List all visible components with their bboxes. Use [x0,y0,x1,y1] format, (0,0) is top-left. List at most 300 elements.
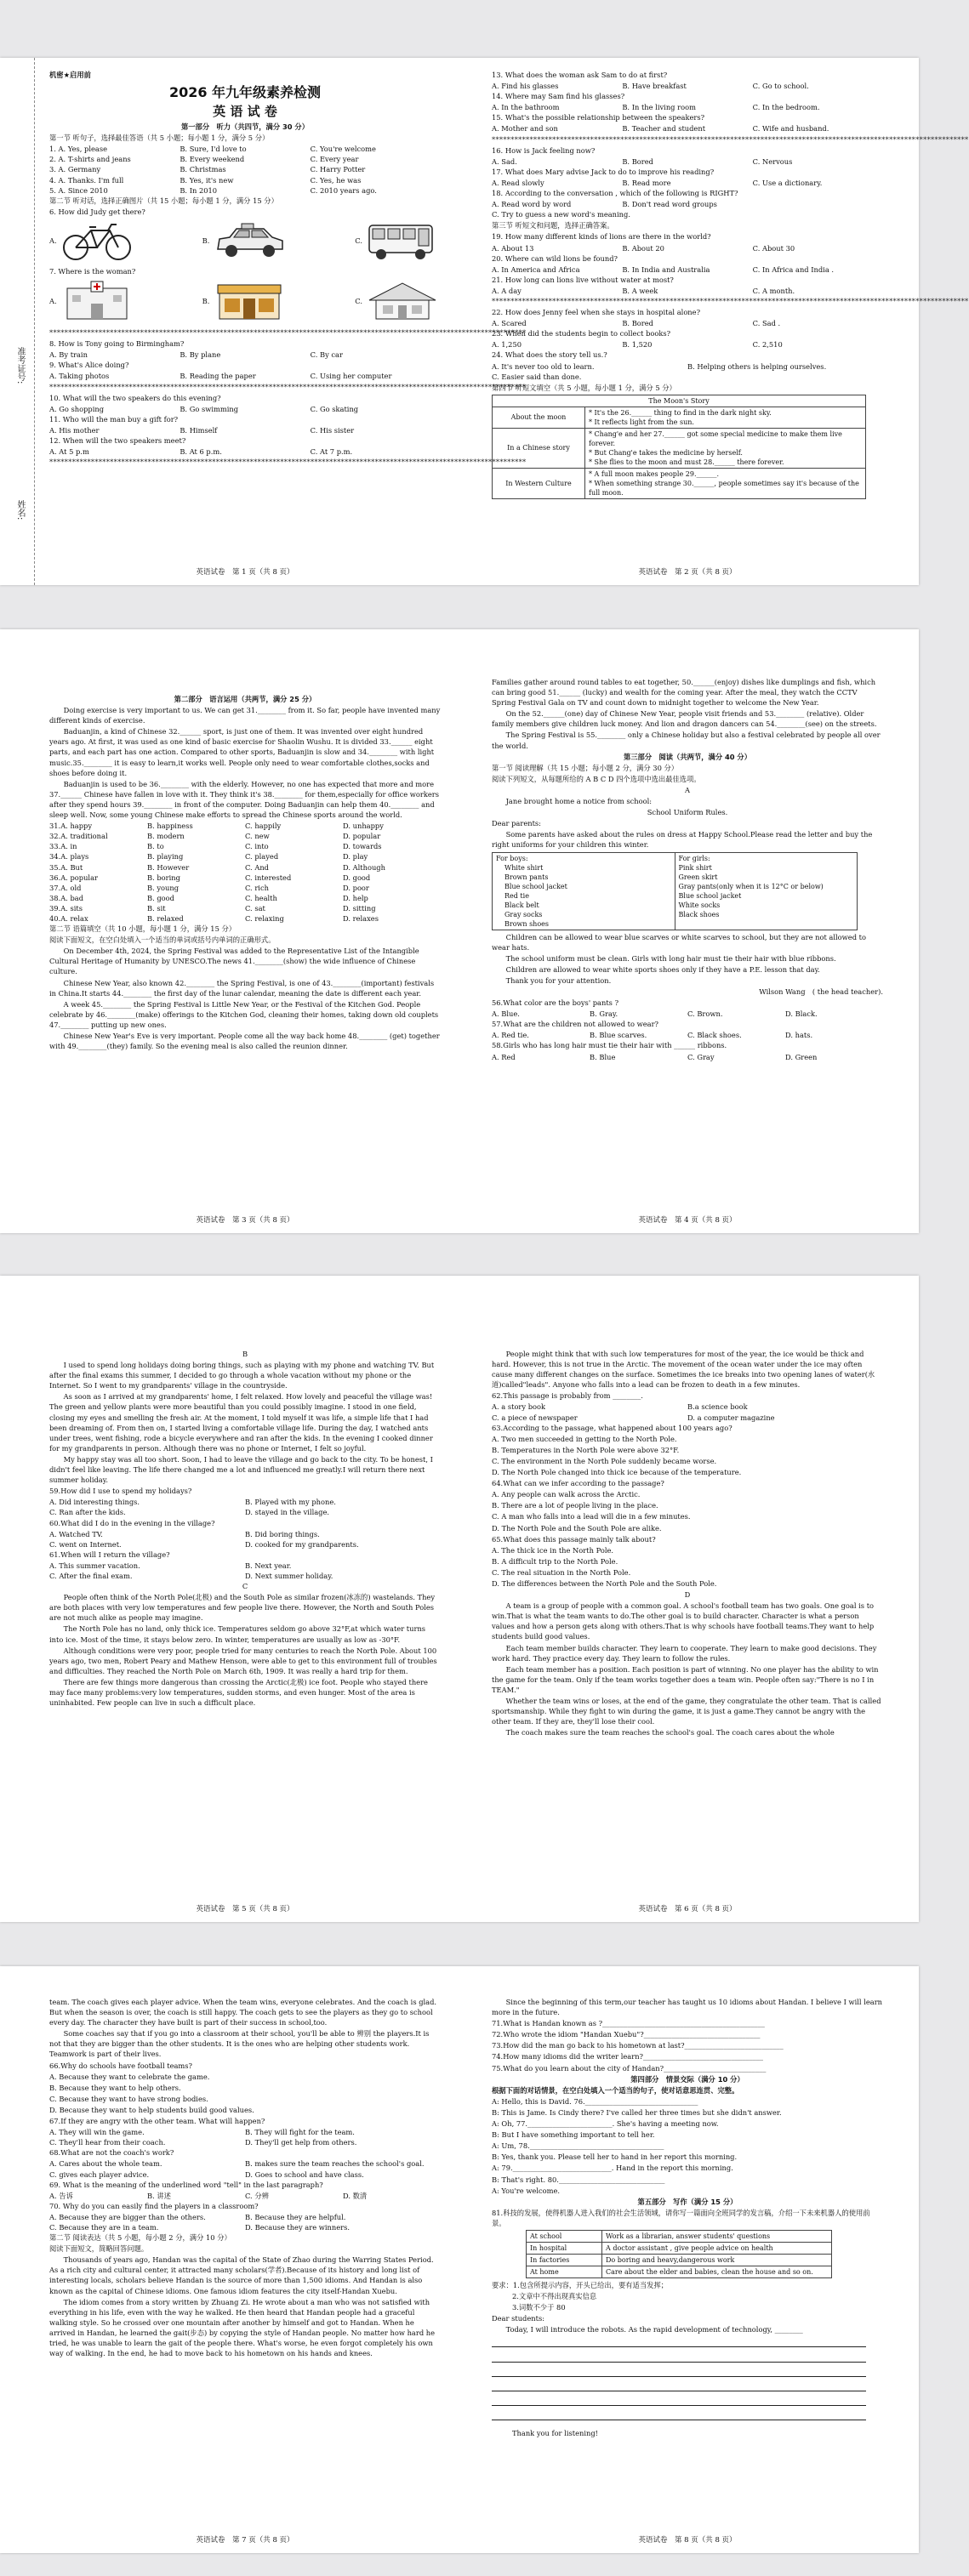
page-footer: 英语试卷 第 7 页（共 8 页） [196,2536,294,2545]
option: D. sitting [343,903,376,913]
question: 18. According to the conversation , which of the following is RIGHT? [492,189,738,198]
paragraph: My happy stay was all too short. Soon, I had to leave the village and go back to the city. To be honest, I didn't feel like leaving. The life there changed me a lot and influenced me greatly.I will return there next summer holiday. [49,1454,433,1485]
dialogue-line: B: But I have something important to tell her. [492,2130,655,2140]
list-item: Gray socks [504,910,543,918]
dialogue-line: A: Oh, 77.________________________. She's having a meeting now. [492,2119,719,2129]
option: B. They will fight for the team. [245,2128,355,2137]
sheet-2 [0,629,919,1233]
answer-lines [492,2335,883,2423]
option: B. In 2010 [180,185,218,195]
option: A. a story book [492,1402,546,1412]
question: 58.Girls who has long hair must tie their hair with ______ ribbons. [492,1041,727,1050]
sec1-instr: 第一节 阅读理解（共 15 小题；每小题 2 分，满分 30 分） [492,763,679,772]
option: C. The real situation in the North Pole. [492,1567,631,1577]
divider: ****************************************************************************************************************************** [492,134,969,144]
question: 69. What is the meaning of the underlined word "tell" in the last paragraph? [49,2180,323,2189]
requirement: 要求：1.包含所提示内容，开头已给出，要有适当发挥； [492,2280,669,2289]
question: 63.According to the passage, what happened about 100 years ago? [492,1423,732,1432]
page-footer: 英语试卷 第 8 页（共 8 页） [638,2536,737,2545]
table-row [493,407,866,428]
option: A. Red [492,1052,516,1061]
option: C. Black shoes. [687,1031,742,1040]
table-cell: A doctor assistant , give people advice on health [602,2242,832,2254]
option: D. cooked for my grandparents. [245,1539,359,1549]
paragraph: Some coaches say that if you go into a classroom at their school, you'll be able to 辨别 the players.It is not that they are bigger than the other students. It is the ones who are helping other students work. Teamwork is part of their lives. [49,2029,430,2059]
option: B. Gray. [590,1009,618,1019]
sec3-instr: 第三节 听短文和问题，选择正确答案。 [492,221,614,230]
option: A. Find his glasses [492,82,559,91]
table-row [493,428,866,468]
sheet-3 [0,1276,919,1922]
option: C. happily [245,822,282,831]
list-item: White socks [678,901,721,909]
table-cell: Work as a librarian, answer students' questions [602,2230,832,2242]
answer-line[interactable] [492,2365,866,2377]
option: A. Watched TV. [49,1529,103,1538]
option: C. rich [245,883,269,892]
hospital-icon [59,280,135,322]
closing: Thank you for listening! [512,2429,598,2437]
picture-option-c [355,280,441,322]
option: B. 讲述 [147,2191,171,2200]
q6-pictures [49,220,441,261]
option: D. Although [343,862,385,872]
list-item: Green skirt [678,873,718,881]
part5-header: 第五部分 写作（满分 15 分） [637,2197,738,2206]
picture-option-b [202,220,288,261]
option: B. sit [147,903,166,913]
part1-header: 第一部分 听力（共四节，满分 30 分） [180,122,310,132]
page-7 [49,1997,441,2359]
option: D. unhappy [343,822,384,831]
row-item: * Chang'e and her 27.______ got some special medicine to make them live forever. [589,429,842,447]
option: C. Use a dictionary. [752,178,823,187]
option: B. At 6 p.m. [180,447,222,457]
part4-header: 第四部分 情景交际（满分 10 分） [630,2074,744,2084]
option: A. In America and Africa [492,264,580,274]
option: C. into [245,842,269,851]
question: 14. Where may Sam find his glasses? [492,92,625,101]
part2-header: 第二部分 语言运用（共两节，满分 25 分） [174,695,316,703]
column-head: For boys: [496,854,528,862]
option: C. gives each player advice. [49,2169,150,2179]
option: B. Helping others is helping ourselves. [687,361,827,371]
paragraph: The coach makes sure the team reaches the school's goal. The coach cares about the whole [505,1728,835,1737]
list-item: Gray pants(only when it is 12°C or below) [678,882,824,890]
paragraph: Baduanjin, a kind of Chinese 32.______ sport, is just one of them. It was invented over eight hundred years ago. At first, it was used as one kind of basic exercise for Shaolin Wushu. It is divided 33.______ eight parts, and each part has one action. Compared to other sports, Baduanjin is slow and 34.________ with light music.35.________ it is easy to learn,it works well. People only need to wear comfortable clothes,socks and shoes before doing it. [49,727,435,777]
paragraph: People often think of the North Pole(北极) and the South Pole as similar frozen(冰冻的) wastelands. They are both places with very low temperatures and few people live there. However, the North and South Poles are not much alike as people may imagine. [49,1593,436,1623]
paragraph: On December 4th, 2024, the Spring Festival was added to the Representative List of the Intangible Cultural Heritage of Humanity by UNESCO.The news 41.________(show) the wide influence of Chinese culture. [49,947,419,976]
answer-line[interactable] [492,2335,866,2347]
page-3 [49,694,441,1052]
option: A. Go shopping [49,404,105,413]
picture-option-b [202,280,288,322]
option: B. Temperatures in the North Pole were above 32°F. [492,1445,680,1454]
question: 13. What does the woman ask Sam to do at first? [492,71,668,79]
question: 15. What's the possible relationship between the speakers? [492,113,705,122]
option: B. About 20 [622,243,664,253]
option: 36.A. popular [49,873,98,882]
option: 32.A. traditional [49,832,108,841]
table-cell: Care about the elder and babies, clean the house and so on. [602,2266,832,2277]
question: 17. What does Mary advise Jack to do to improve his reading? [492,167,715,176]
option: D. a computer magazine [687,1413,775,1422]
picture-option-a [49,280,135,322]
option: B. Because they want to help others. [49,2083,181,2092]
option: B. Have breakfast [622,82,687,91]
option: 31.A. happy [49,822,93,831]
option: C. 分辨 [245,2191,269,2200]
paragraph: The Spring Festival is 55.________ only a Chinese holiday but also a festival celebrated by people all over the world. [492,731,881,750]
option: C. played [245,852,279,862]
column-head: For girls: [678,854,710,862]
list-item: Red tie [504,891,529,900]
question: 11. Who will the man buy a gift for? [49,414,179,424]
list-item: Brown pants [504,873,549,881]
option: B. Go swimming [180,404,239,413]
table-row [527,2254,832,2266]
name-label: 姓名: [15,500,25,520]
option: B. Did boring things. [245,1529,320,1538]
page-6 [492,1349,883,1738]
option: C. Because they want to have strong bodies. [49,2094,208,2103]
option: B. boring [147,873,180,882]
table-cell: At school [527,2230,602,2242]
option: A. Mother and son [492,124,558,134]
option: C. Every year [310,155,359,164]
option: D. help [343,893,368,902]
option: B. Blue scarves. [590,1031,647,1040]
exam-title: 2026 年九年级素养检测 [168,84,322,101]
option: B. 1,520 [622,340,653,350]
option: B. relaxed [147,913,184,923]
option: 5. A. Since 2010 [49,185,108,195]
table-cell: In hospital [527,2242,602,2254]
option: A. Because they want to celebrate the game. [49,2072,210,2081]
sec1-note: 阅读下列短文，从每题所给的 A B C D 四个选项中选出最佳选项。 [492,774,701,783]
option: D. stayed in the village. [245,1508,330,1517]
paragraph: Doing exercise is very important to us. We can get 31.________ from it. So far, people have invented many different kinds of exercise. [49,706,441,725]
option: B. modern [147,832,185,841]
option: A. Cares about the whole team. [49,2159,162,2169]
option-letter: C. [355,296,362,305]
option: D. towards [343,842,382,851]
paragraph: Although conditions were very poor, people tried for many centuries to reach the North Pole. About 100 years ago, two men, Robert Peary and Mathew Henson, were able to get to this environment full of troubles and difficulties. They reached the North Pole on March 6th, 1909. It was really a hard trip for them. [49,1646,437,1675]
house-icon [364,280,441,322]
option: C. In Africa and India . [752,264,835,274]
question: 10. What will the two speakers do this evening? [49,393,221,402]
option: D. 数清 [343,2191,368,2200]
option: B. By plane [180,350,221,360]
row-item: * She flies to the moon and must 28.______ there forever. [589,458,784,466]
option: 33.A. in [49,842,77,851]
passage-letter: A [685,785,690,794]
row-head: In Western Culture [493,468,585,498]
paragraph: Each team member has a position. Each position is part of winning. No one player has the ability to win the game for the team. Only if the team works together does a team win. People often say:"There is no I in TEAM." [492,1664,879,1694]
option: 38.A. bad [49,893,84,902]
option: A. 告诉 [49,2191,73,2200]
option: B. In India and Australia [622,264,710,274]
short-answer: 73.How did the man go back to his hometown at last?____________________________ [492,2041,784,2050]
option: C. You're welcome [310,145,376,154]
signoff: Wilson Wang ( the head teacher). [759,987,883,996]
subject-title: 英 语 试 卷 [213,104,277,120]
option: B. Don't read word groups [622,200,717,209]
option: B. Yes, it's new [180,175,234,185]
question: 66.Why do schools have football teams? [49,2061,193,2070]
option: A. Blue. [492,1009,520,1019]
option: D. play [343,852,368,862]
table-cell: Do boring and heavy,dangerous work [602,2254,832,2266]
sheet-1 [0,58,969,585]
boys-column [493,852,675,930]
option: D. Because they want to help students build good values. [49,2105,254,2114]
answer-line[interactable] [492,2408,866,2420]
option: A. A day [492,286,522,295]
question: 62.This passage is probably from ________. [492,1391,643,1401]
notice-title: School Uniform Rules. [647,808,728,817]
option: A. His mother [49,425,100,435]
paragraph: People might think that with such low temperatures for most of the year, the ice would be thick and hard. However, this is not true in the Arctic. The movement of the ocean water under the ice may often cause many different changes on the surface. Sometimes the ice breaks into two opening lanes of water(水道)called"leads". Anyone who falls into a lead can be frozen to death in a few minutes. [492,1350,875,1390]
option: C. Using her computer [310,372,392,381]
option: 34.A. plays [49,852,89,862]
paragraph: I used to spend long holidays doing boring things, such as playing with my phone and watching TV. But after the final exams this summer, I decided to go through a whole vacation without my phone or the Internet. So I went to my grandparents' village in the countryside. [49,1361,435,1390]
part3-header: 第三部分 阅读（共两节，满分 40 分） [623,752,752,761]
option: B. Blue [590,1052,616,1061]
binding-margin [0,58,35,585]
row-item: * A full moon makes people 29.______. [589,469,720,478]
paragraph: Chinese New Year's Eve is very important. People come all the way back home 48.________ (get) together with 49.________(they) family. So the evening meal is also called the reunion dinner. [49,1032,440,1051]
table-row [527,2230,832,2242]
paragraph: A week 45.________ the Spring Festival is Little New Year, or the Festival of the Kitchen God. People celebrate by 46.________(make) offerings to the Kitchen God, cleaning their homes, taking down old couplets 47.________ putting up new ones. [49,999,439,1029]
dear-parents: Dear parents: [492,819,541,828]
paragraph: As soon as I arrived at my grandparents' home, I felt relaxed. How lovely and peaceful the village was! The green and yellow plants were more beautiful than you could possibly imagine. I stood in one field, closing my eyes and smelling the fresh air. At the moment, I told myself it was life, a simple life that I had been dreaming of. From then on, I started living a comfortable village life. During the day, I watched ants under trees, went fishing, rode a bicycle everywhere and ran after the kids. In the evening I cooked dinner for my grandparents in person. Although there was no phone or Internet, I felt so joyful. [49,1392,433,1453]
list-item: Black shoes [678,910,720,918]
list-item: Black belt [504,901,539,909]
list-item: Pink shirt [678,863,712,872]
robot-table [526,2230,832,2278]
option-letter: A. [49,236,57,245]
table-row [527,2242,832,2254]
q7-pictures [49,280,441,322]
option: 35.A. But [49,862,83,872]
q1-5-block [49,144,441,195]
option: C. Brown. [687,1009,723,1019]
option: B. Christmas [180,165,226,174]
divider: ****************************************************************************************************************************** [49,458,527,467]
question: 8. How is Tony going to Birmingham? [49,339,185,349]
option-letter: B. [202,296,210,305]
passage-letter: D [684,1590,691,1600]
table-cell: At home [527,2266,602,2277]
question: 61.When will I return the village? [49,1550,170,1559]
option: C. health [245,893,277,902]
option: A. Two men succeeded in getting to the North Pole. [492,1434,677,1443]
bicycle-icon [59,220,135,261]
dialogue-line: B: Yes, thank you. Please tell her to hand in her report this morning. [492,2152,738,2162]
answer-line[interactable] [492,2394,866,2406]
question: 59.How did I use to spend my holidays? [49,1487,192,1496]
option: 2. A. T-shirts and jeans [49,155,131,164]
option: C. interested [245,873,292,882]
row-head: In a Chinese story [493,428,585,468]
option: D. popular [343,832,381,841]
option: C. Ran after the kids. [49,1508,126,1517]
option: C. new [245,832,270,841]
option: 39.A. sits [49,903,83,913]
part4-note: 根据下面的对话情景，在空白处填入一个适当的句子，使对话意思连贯、完整。 [492,2085,739,2095]
page-footer: 英语试卷 第 1 页（共 8 页） [196,568,294,577]
option: B. makes sure the team reaches the school's goal. [245,2159,425,2169]
question-6: 6. How did Judy get there? [49,207,145,216]
page-footer: 英语试卷 第 5 页（共 8 页） [196,1905,294,1914]
paragraph: A team is a group of people with a common goal. A school's football team has two goals. One goal is to win.That is what the team wants to do.The other goal is to build character. Character is what a person values and how a person gets along with others.That is why schools have football teams.They want to help students build good values. [492,1601,875,1641]
dialogue-line: A: 79.____________________________. Hand in the report this morning. [492,2164,733,2173]
page-5 [49,1349,441,1709]
option: C. And [245,862,269,872]
question: 19. How many different kinds of lions are there in the world? [492,232,711,242]
option: C. They'll hear from their coach. [49,2138,166,2147]
option: B. Bored [622,319,653,328]
answer-line[interactable] [492,2351,866,2363]
option: B. Next year. [245,1561,292,1570]
notice-intro: Jane brought home a notice from school: [505,797,653,806]
option: C. After the final exam. [49,1571,133,1580]
option: D. Goes to school and have class. [245,2169,364,2179]
option: B. Played with my phone. [245,1498,336,1507]
option: B. Every weekend [180,155,245,164]
writing-prompt: 81.科技的发展，使得机器人进入我们的社会生活领域，请你写一篇面向全班同学的发言稿，介绍一下未来机器人的使用前景。 [492,2208,870,2227]
option: C. In the bedroom. [752,103,820,112]
answer-line[interactable] [492,2380,866,2391]
option: A. About 13 [492,243,534,253]
question: 22. How does Jenny feel when she stays in hospital alone? [492,308,701,317]
option: B. playing [147,852,184,862]
option: A. Read word by word [492,200,572,209]
short-answer: 72.Who wrote the idiom "Handan Xuebu"?_________________________________ [492,2030,761,2039]
list-item: Blue school jacket [678,891,742,900]
option: A. Taking photos [49,372,110,381]
question: 16. How is Jack feeling now? [492,145,596,155]
option: B. young [147,883,180,892]
option: C. Nervous [752,156,793,166]
option: C. A month. [752,286,795,295]
option: D. Black. [785,1009,818,1019]
moon-story-table [492,395,866,499]
paragraph: Thousands of years ago, Handan was the capital of the State of Zhao during the Warring States Period. As a rich city and cultural center, it attracted many scholars(学者).Because of its history and long list of interesting locals, scholars believe Handan is the source of more than 1,500 idioms. And Handan is also known as the capital of Chinese idioms. One famous idiom features the city itself-Handan Xuebu. [49,2255,434,2295]
paragraph: Each team member builds character. They learn to cooperate. They learn to make good decisions. They work hard. They practice every day. They learn to follow the rules. [492,1643,877,1663]
page-8 [492,1997,883,2439]
question: 67.If they are angry with the other team. What will happen? [49,2117,265,2126]
option: A. They will win the game. [49,2128,145,2137]
option: A. Because they are bigger than the others. [49,2212,206,2221]
option: D. The North Pole changed into thick ice because of the temperature. [492,1468,742,1477]
paragraph: The North Pole has no land, only thick ice. Temperatures seldom go above 32°F,at which water turns into ice. Most of the time, it stays below zero. In winter, temperatures are usually as low as -30°F. [49,1624,426,1644]
option: D. hats. [785,1031,813,1040]
option: C. A man who falls into a lead will die in a few minutes. [492,1512,691,1521]
option: B. Read more [622,178,671,187]
exam-number-label: 准考证号: [15,347,25,384]
option: A. 1,250 [492,340,522,350]
option: C. 2010 years ago. [310,185,377,195]
option: C. Gray [687,1052,715,1061]
paragraph: Baduanjin is used to be 36.________ with the elderly. However, no one has expected that more and more 37.______ Chinese have fallen in love with it. They think it's 38.________ for them,especially for office workers after they spend hours 39.________ in front of the computer. Doing Baduanjin can help them 40.________ and sleep well. Now, some young Chinese make efforts to spread the Chinese sports around the world. [49,779,440,820]
option: C. His sister [310,425,355,435]
choices-31-40 [49,821,441,924]
uniform-table [492,852,858,930]
paragraph: The idiom comes from a story written by Zhuang Zi. He wrote about a man who was not satisfied with everything in his life, even with the way he walked. He then heard that Handan people had a graceful walking style. So he crossed over one mountain after another by himself and got to Handan. When he arrived in Handan, he learned the gait(步态) by copying the style of Handan people. No matter how hard he tried, he was unable to learn the gait of the people there. What's worse, he even forgot completely his own way of walking. In the end, he had to move back to his hometown on his hands and knees. [49,2297,436,2358]
dialogue-line: A: You're welcome. [492,2186,561,2195]
option: B. Reading the paper [180,372,256,381]
sec4-instr: 第四节 听短文填空（共 5 小题，每小题 1 分，满分 5 分） [492,383,676,392]
option: C. About 30 [752,243,795,253]
sec2-instr: 第二节 语篇填空（共 10 小题，每小题 1 分，满分 15 分） [49,924,237,934]
paragraph: team. The coach gives each player advice. When the team wins, everyone celebrates. And the coach is glad. But when the season is over, the coach is still happy. The coach gets to see the players as they go to school every day. The character they have built is part of their success in school,too. [49,1998,437,2027]
option: 37.A. old [49,883,82,892]
picture-option-c [355,220,441,261]
option: B. There are a lot of people living in the place. [492,1501,658,1510]
sec2-instr: 第二节 听对话，选择正确图片（共 15 小题；每小题 1 分，满分 15 分） [49,196,278,205]
option: A. Red tie. [492,1031,529,1040]
option: D. They'll get help from others. [245,2138,357,2147]
question: 65.What does this passage mainly talk about? [492,1534,656,1544]
option-letter: C. [355,236,362,245]
option: A. This summer vacation. [49,1561,140,1570]
option: D. poor [343,883,369,892]
option: C. At 7 p.m. [310,447,353,457]
option: B. In the living room [622,103,696,112]
option: B. to [147,842,164,851]
question: 20. Where can wild lions be found? [492,253,618,263]
option: C. 2,510 [752,340,783,350]
question: 12. When will the two speakers meet? [49,435,186,445]
option: C. Easier said than done. [492,372,582,381]
question-7: 7. Where is the woman? [49,266,136,276]
option: C. Yes, he was [310,175,362,185]
page-footer: 英语试卷 第 4 页（共 8 页） [638,1216,737,1225]
option: B. A week [622,286,658,295]
option: A. Read slowly [492,178,544,187]
option: C. Because they are in a team. [49,2222,159,2232]
dear-students: Dear students: [492,2314,544,2323]
dialogue-line: A: Hello, this is David. 76.________________________________ [492,2096,698,2106]
table-row [493,468,866,498]
option-letter: A. [49,296,57,305]
paragraph: There are few things more dangerous than crossing the Arctic(北极) ice foot. People who stayed there may face many problems:very low temperatures, sudden storms, and even hunger. Most of the area is uninhabited. Few people can live in such a difficult place. [49,1677,428,1708]
row-item: * It's the 26.______ thing to find in the dark night sky. [589,408,772,417]
paragraph: Some parents have asked about the rules on dress at Happy School.Please read the letter and buy the right uniforms for your children this winter. [492,830,873,850]
sec2-note: 阅读下面短文，简略回答问题。 [49,2244,149,2254]
question: 23. When did the students begin to collect books? [492,329,671,338]
page-footer: 英语试卷 第 2 页（共 8 页） [638,568,737,577]
option: C. By car [310,350,343,360]
option: B. Sure, I'd love to [180,145,247,154]
table-cell: In factories [527,2254,602,2266]
picture-option-a [49,220,135,261]
sec2-note: 阅读下面短文，在空白处填入一个适当的单词或括号内单词的正确形式。 [49,935,276,945]
option: 40.A. relax [49,913,88,923]
option: A. It's never too old to learn. [492,361,595,371]
option: 1. A. Yes, please [49,145,108,154]
option: D. Next summer holiday. [245,1571,333,1580]
short-answer: 75.What do you learn about the city of Handan?_____________________________ [492,2063,767,2073]
page-4 [492,677,883,1062]
option: A. By train [49,350,88,360]
row-item: * It reflects light from the sun. [589,418,694,426]
option: C. Sad . [752,319,781,328]
page-2 [492,70,969,499]
divider: ****************************************************************************************************************************** [49,382,527,391]
